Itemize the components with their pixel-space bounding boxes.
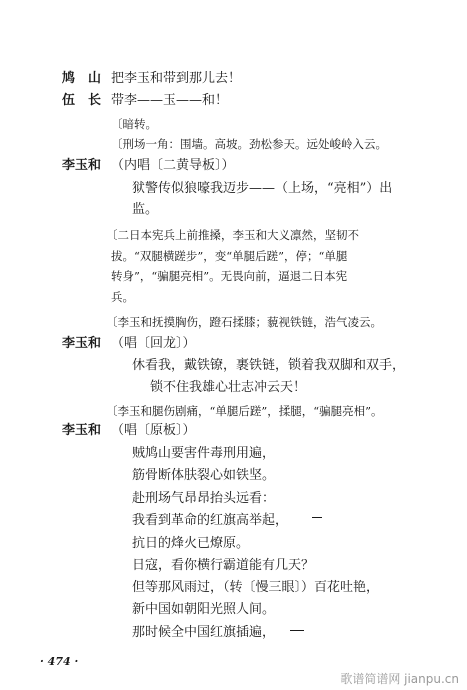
- page-number: · 474 ·: [40, 655, 79, 668]
- lyric-line: 狱警传似狼嚎我迈步——（上场，“亮相”）出: [132, 181, 393, 196]
- lyric-line: 赴刑场气昂昂抬头远看：: [132, 491, 276, 506]
- stage-direction: 〔暗转。: [111, 117, 157, 131]
- dialogue-line: 把李玉和带到那儿去！: [111, 71, 242, 86]
- print-mark: [312, 517, 322, 518]
- lyric-line: 贼鸠山要害件毒刑用遍，: [132, 446, 276, 461]
- stage-direction: 〔二日本宪兵上前推搡，李玉和大义凛然，坚韧不: [106, 228, 359, 242]
- speaker-label: 李玉和: [62, 423, 102, 438]
- singing-cue: （唱〔回龙〕）: [111, 336, 196, 351]
- stage-direction: 拔。“双腿横蹉步”，变“单腿后蹉”，停；“单腿: [111, 249, 348, 263]
- speaker-label: 李玉和: [62, 336, 102, 351]
- lyric-line: 休看我，戴铁镣，裹铁链，锁着我双脚和双手，: [132, 358, 406, 373]
- lyric-line: 我看到革命的红旗高举起，: [132, 513, 289, 528]
- stage-direction: 转身”，“骗腿亮相”。无畏向前，逼退二日本宪: [111, 269, 348, 283]
- stage-direction: 〔李玉和抚摸胸伤，蹬石揉膝；藐视铁链，浩气凌云。: [106, 315, 382, 329]
- print-mark: [290, 630, 304, 631]
- site-watermark: 歌谱简谱网 jianpu.cn: [340, 672, 459, 686]
- stage-direction: 兵。: [111, 290, 134, 304]
- stage-direction: 〔刑场一角：围墙。高坡。劲松参天。远处峻岭入云。: [111, 137, 387, 151]
- speaker-label: 鸠 山: [62, 71, 102, 86]
- singing-cue: （内唱〔二黄导板〕）: [111, 158, 235, 173]
- lyric-line: 新中国如朝阳光照人间。: [132, 602, 276, 617]
- singing-cue: （唱〔原板〕）: [111, 423, 196, 438]
- lyric-line: 那时候全中国红旗插遍，: [132, 625, 276, 640]
- lyric-line: 监。: [132, 202, 159, 217]
- speaker-label: 伍 长: [62, 93, 102, 108]
- lyric-line: 锁不住我雄心壮志冲云天！: [150, 380, 307, 395]
- lyric-line: 但等那风雨过，（转〔慢三眼〕）百花吐艳，: [132, 580, 380, 595]
- lyric-line: 抗日的烽火已燎原。: [132, 536, 250, 551]
- stage-direction: 〔李玉和腿伤剧痛，“单腿后蹉”，揉腿，“骗腿亮相”。: [106, 404, 383, 418]
- dialogue-line: 带李——玉——和！: [111, 93, 229, 108]
- lyric-line: 筋骨断体肤裂心如铁坚。: [132, 468, 276, 483]
- speaker-label: 李玉和: [62, 158, 102, 173]
- lyric-line: 日寇，看你横行霸道能有几天？: [132, 558, 315, 573]
